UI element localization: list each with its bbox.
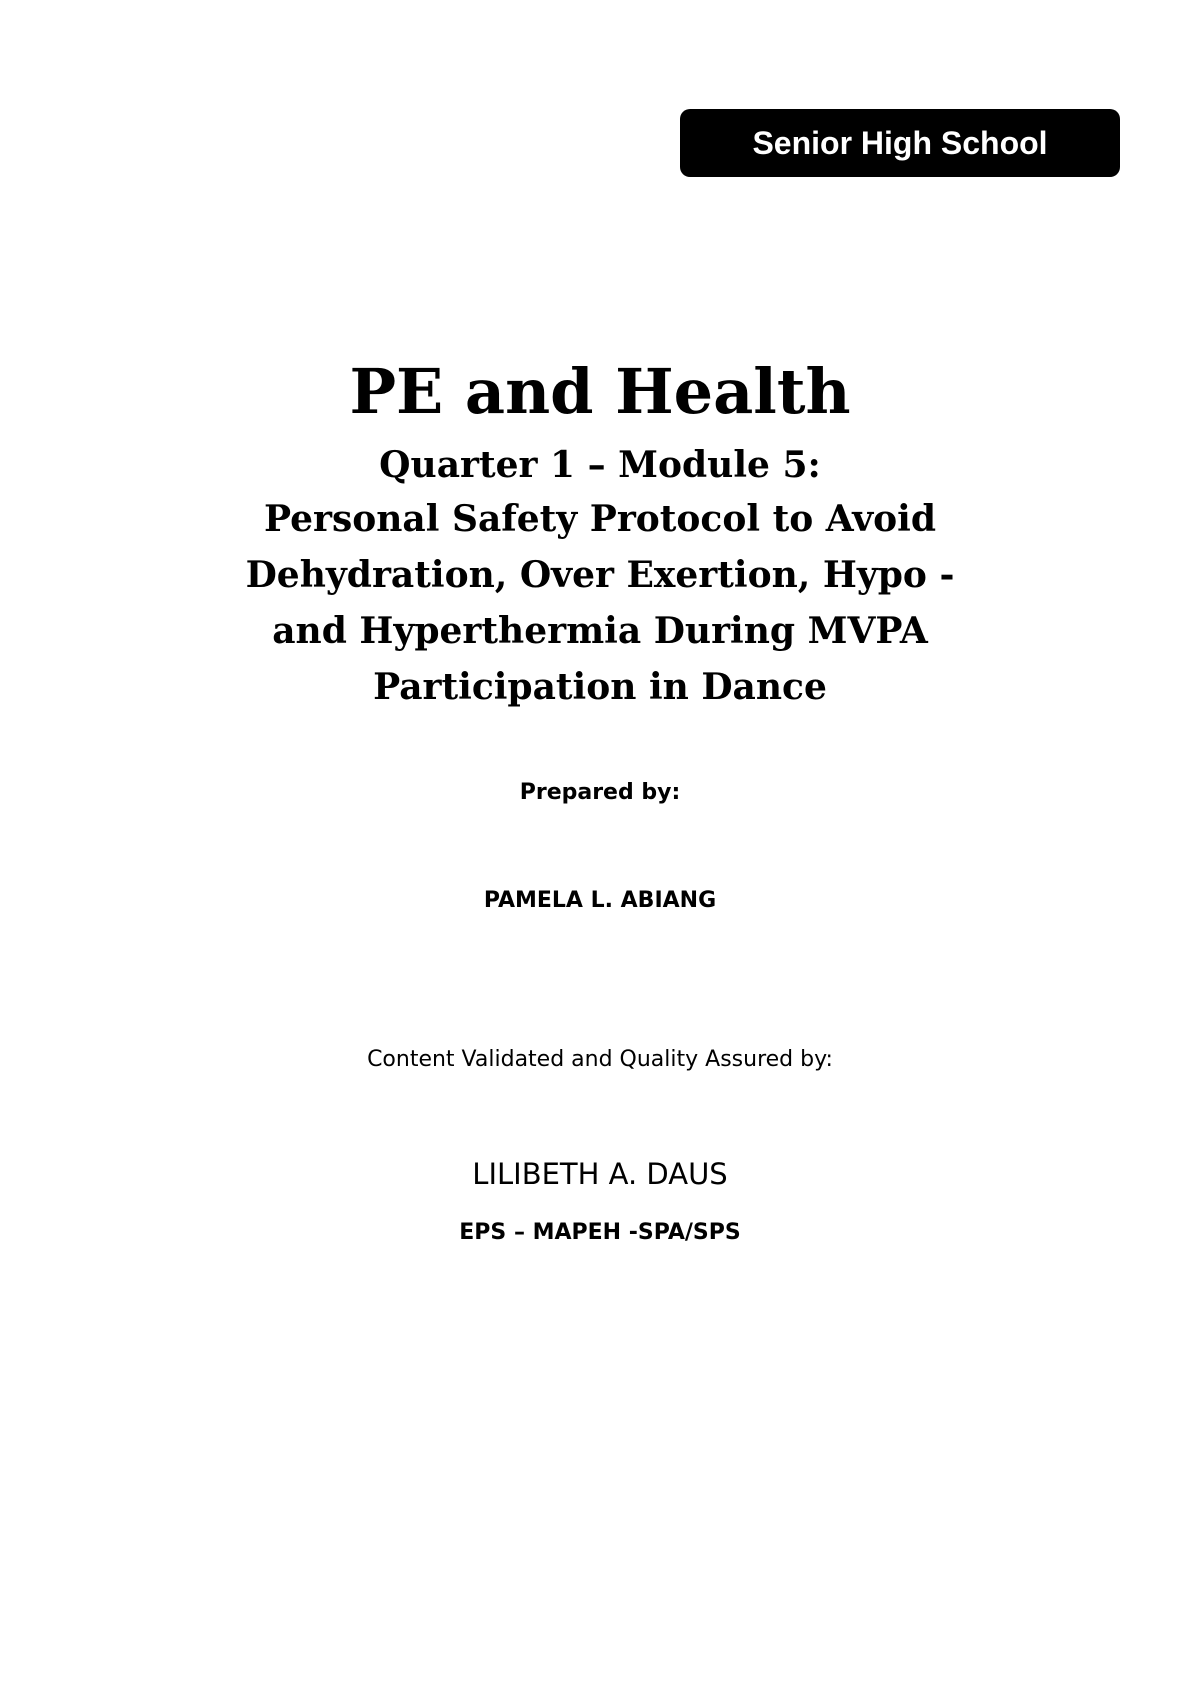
module-subtitle: Quarter 1 – Module 5: xyxy=(379,444,821,486)
module-title: PE and Health xyxy=(349,355,851,428)
level-badge: Senior High School xyxy=(680,109,1120,177)
prepared-by-label: Prepared by: xyxy=(519,780,681,805)
author-name: PAMELA L. ABIANG xyxy=(483,888,717,913)
topic-line: Personal Safety Protocol to Avoid xyxy=(263,498,936,540)
topic-line: Dehydration, Over Exertion, Hypo - xyxy=(245,554,955,596)
topic-line: Participation in Dance xyxy=(373,666,827,708)
module-topic xyxy=(150,491,1050,715)
validator-name: LILIBETH A. DAUS xyxy=(472,1157,728,1191)
topic-line: and Hyperthermia During MVPA xyxy=(272,610,928,652)
validator-position: EPS – MAPEH -SPA/SPS xyxy=(459,1220,741,1245)
validated-by-label: Content Validated and Quality Assured by: xyxy=(367,1047,833,1072)
